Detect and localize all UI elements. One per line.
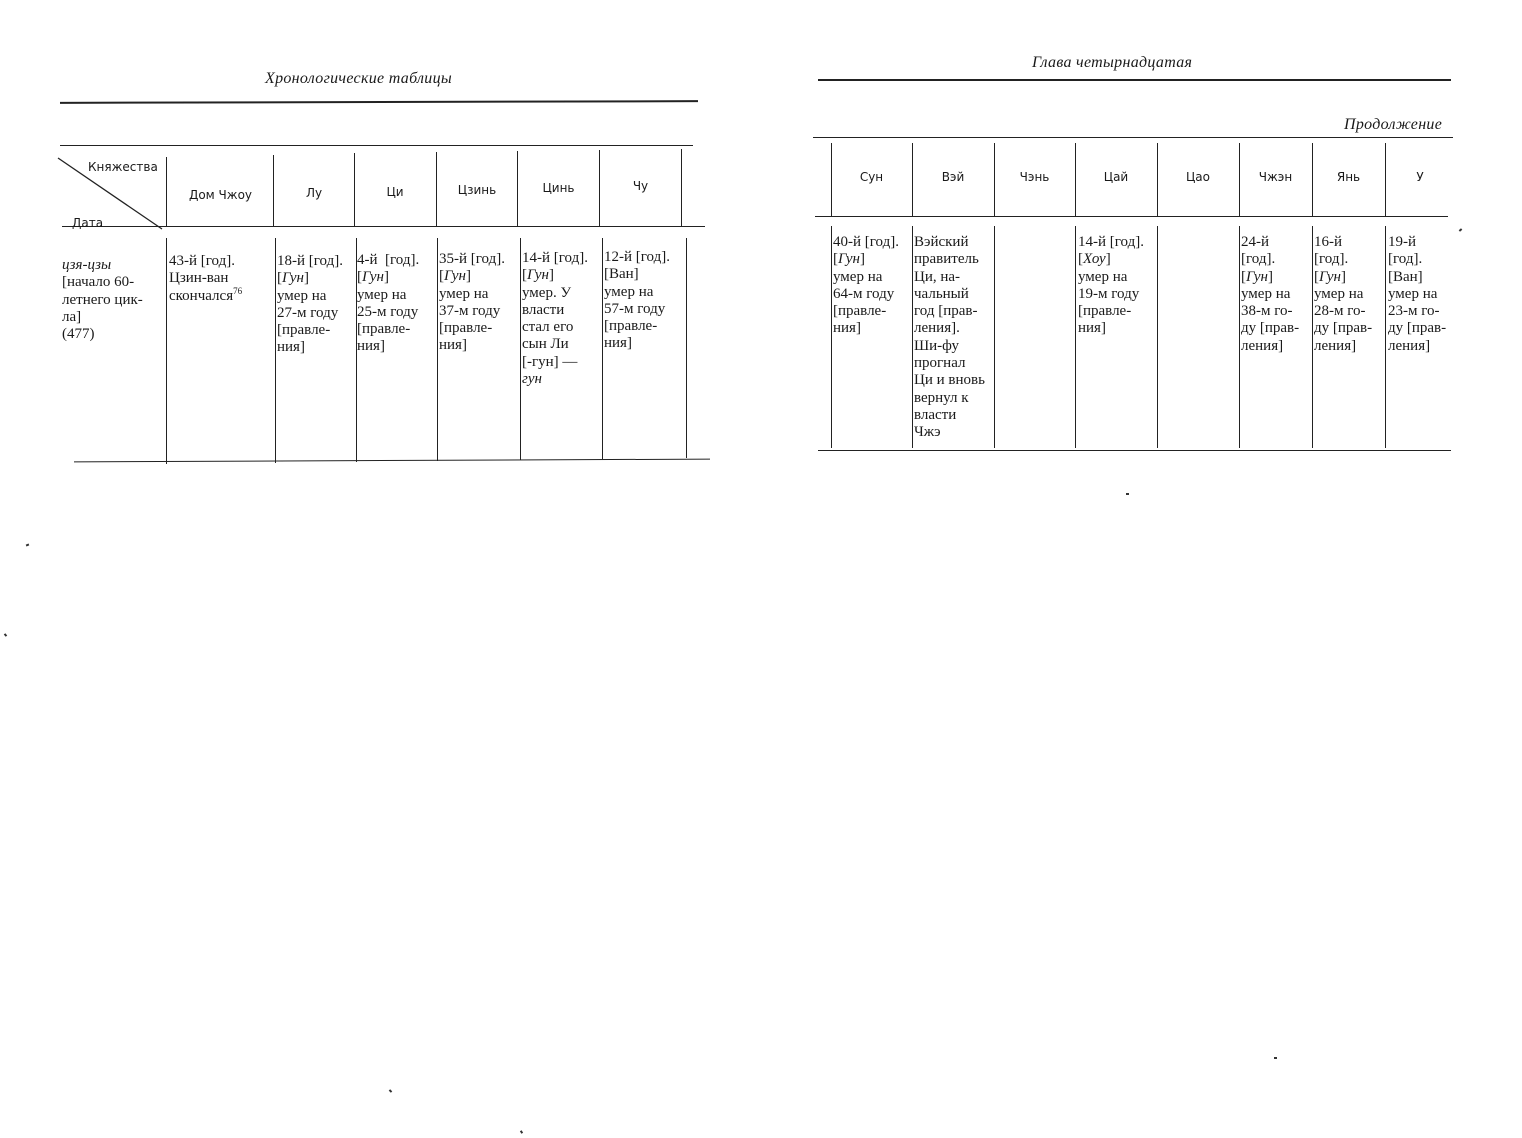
cell-line: 19-й [1388, 234, 1417, 250]
cell-line: 14-й [год]. [1078, 234, 1144, 250]
cell-line: ния] [833, 320, 861, 337]
cell-line: Чжэ [914, 424, 941, 441]
right-table-vline [1075, 226, 1076, 448]
cell-line: [Ван] [1388, 268, 1423, 285]
cell-line: 57-м году [604, 300, 666, 317]
left-table-vline [166, 238, 167, 464]
ruler-title: Гун [1319, 268, 1341, 285]
cell-line: [правле- [277, 322, 331, 339]
cell-line: ления] [1314, 337, 1357, 354]
ruler-title: Гун [527, 267, 549, 284]
corner-label-date: Дата [72, 216, 104, 230]
left-col-header: Лу [305, 186, 323, 200]
left-table-vline [686, 238, 687, 458]
scan-speck [520, 1130, 523, 1134]
right-col-header: Чжэн [1258, 170, 1293, 184]
cell-line: прогнал [914, 355, 966, 372]
continuation-label: Продолжение [1344, 116, 1443, 133]
cell-chu [604, 249, 670, 353]
cell-line: ду [прав- [1314, 320, 1373, 337]
cell-tszin: 35-й [год]. [Гун] умер на 37-м году [правле- ния] [439, 251, 505, 354]
date-line: летнего цик- [62, 291, 143, 308]
cell-line: 18-й [год]. [277, 253, 343, 269]
ruler-title: Гун [1246, 268, 1268, 285]
cell-line: умер на [1241, 285, 1291, 302]
left-table-vline [602, 238, 603, 459]
cell-line: Ци, на- [914, 268, 961, 285]
cell-lu: 18-й [год]. [Гун] умер на 27-м году [правле- ния] [277, 253, 343, 356]
cell-line: ния] [277, 339, 305, 356]
left-table-vline [437, 238, 438, 461]
cell-line: [правле- [357, 321, 411, 338]
cell-line: 24-й [1241, 234, 1270, 250]
cell-line: умер на [833, 268, 883, 285]
right-col-header: У [1416, 170, 1424, 184]
cell-line: ния] [357, 338, 385, 355]
left-table-vline [520, 238, 521, 460]
right-running-head: Глава четырнадцатая [1032, 54, 1193, 71]
ruler-title: Гун [282, 270, 304, 287]
right-table-head-rule [815, 216, 1448, 217]
cell-yan: 16-й [год]. [Гун] умер на 28-м го- ду [прав- ления] [1314, 234, 1373, 354]
cell-line: 14-й [год]. [522, 250, 588, 266]
cell-line: умер на [439, 285, 489, 302]
cell-line: умер на [277, 287, 327, 304]
cell-line: [год]. [1314, 251, 1349, 268]
cell-line: вернул к [914, 389, 969, 406]
cell-line: [правле- [604, 318, 658, 335]
cell-line: власти [914, 406, 957, 423]
left-table-vline [166, 157, 167, 227]
left-col-header: Дом Чжоу [188, 188, 253, 202]
cell-dom-chzhou [169, 253, 242, 305]
left-col-header: Чу [632, 179, 649, 193]
ruler-title: Гун [444, 268, 466, 285]
ruler-title: гун [522, 371, 542, 388]
right-table-vline [912, 226, 913, 448]
cell-line: 12-й [год]. [604, 249, 670, 265]
cell-line: правитель [914, 251, 979, 268]
right-head-rule [818, 79, 1451, 81]
right-col-header: Вэй [941, 170, 965, 184]
ruler-title: Гун [838, 251, 860, 268]
right-table-vline [831, 226, 832, 448]
cell-line: 19-м году [1078, 285, 1140, 302]
scan-speck [1274, 1057, 1277, 1059]
cell-tsai: 14-й [год]. [Хоу] умер на 19-м году [правле- ния] [1078, 234, 1144, 337]
cell-line: 4-й [год]. [357, 252, 420, 268]
cycle-name: цзя-цзы [62, 257, 112, 273]
cell-line: 25-м году [357, 303, 419, 320]
right-table-vline [1157, 226, 1158, 448]
left-table-top-rule [60, 145, 693, 146]
scan-speck [1459, 228, 1463, 231]
cell-line: [Ван] [604, 266, 639, 283]
left-table-vline [275, 238, 276, 463]
right-table-vline [994, 226, 995, 448]
cell-line: [-гун] — [522, 353, 578, 370]
cell-line: стал его [522, 319, 574, 336]
date-cell [62, 257, 143, 343]
cell-chzhen: 24-й [год]. [Гун] умер на 38-м го- ду [прав- ления] [1241, 234, 1300, 354]
left-running-head: Хронологические таблицы [265, 70, 453, 87]
scan-speck [1126, 493, 1129, 495]
cell-line: умер на [1314, 285, 1364, 302]
cell-line: умер на [1078, 268, 1128, 285]
cell-line: Ци и вновь [914, 372, 985, 389]
right-table-vline [1385, 226, 1386, 448]
right-col-header: Цао [1185, 170, 1210, 184]
cell-line: чальный [914, 285, 969, 302]
cell-line: [правле- [1078, 303, 1132, 320]
footnote-marker: 76 [233, 285, 243, 296]
right-table-vline [1312, 226, 1313, 448]
left-col-header: Цинь [542, 181, 575, 195]
scan-speck [26, 544, 30, 547]
cell-line: 28-м го- [1314, 303, 1366, 320]
cell-vei [914, 234, 985, 442]
left-col-header: Цзинь [457, 183, 497, 197]
date-line: [начало 60- [62, 274, 135, 291]
cell-line: ления] [1241, 337, 1284, 354]
cell-line: 43-й [год]. [169, 253, 235, 269]
cell-line: ления] [1388, 337, 1431, 354]
cell-line: Цзин-ван [169, 270, 229, 287]
cell-line: ния] [1078, 320, 1106, 337]
cell-line: ния] [439, 337, 467, 354]
ruler-title: Хоу [1083, 251, 1106, 268]
cell-line: 64-м году [833, 285, 895, 302]
cell-line: ду [прав- [1388, 320, 1447, 337]
cell-sun: 40-й [год]. [Гун] умер на 64-м году [правле- ния] [833, 234, 899, 337]
cell-line: умер. У [522, 284, 572, 301]
right-table-bottom-rule [818, 450, 1451, 451]
cell-line: скончался [169, 287, 234, 304]
scan-speck [4, 633, 7, 637]
cell-line: год [прав- [914, 303, 978, 320]
cell-tsin: 14-й [год]. [Гун] умер. У власти стал его сын Ли [-гун] — гун [522, 250, 588, 388]
cell-line: [год]. [1241, 251, 1276, 268]
cell-line: сын Ли [522, 336, 569, 353]
cell-line: [правле- [833, 303, 887, 320]
left-head-rule [60, 100, 698, 104]
right-col-header: Чэнь [1019, 170, 1050, 184]
cell-u [1388, 234, 1446, 355]
right-table-top-rule [813, 137, 1453, 138]
cell-line: 16-й [1314, 234, 1343, 250]
cell-line: 38-м го- [1241, 303, 1293, 320]
right-col-header: Цай [1103, 170, 1129, 184]
cell-line: [год]. [1388, 251, 1423, 268]
cell-line: 40-й [год]. [833, 234, 899, 250]
right-col-header: Янь [1336, 170, 1361, 184]
date-year: (477) [62, 326, 95, 343]
cell-line: Вэйский [914, 234, 969, 250]
left-table-vline [681, 149, 682, 227]
cell-line: умер на [604, 283, 654, 300]
cell-line: ния] [604, 335, 632, 352]
cell-line: 27-м году [277, 304, 339, 321]
scan-speck [389, 1089, 393, 1093]
left-table-bottom-rule [74, 459, 710, 463]
cell-line: власти [522, 301, 565, 318]
ruler-title: Гун [362, 269, 384, 286]
cell-tsi: 4-й [год]. [Гун] умер на 25-м году [правле- ния] [357, 252, 420, 355]
cell-line: умер на [1388, 285, 1438, 302]
corner-label-principalities: Княжества [88, 160, 158, 174]
cell-line: 23-м го- [1388, 303, 1440, 320]
cell-line: умер на [357, 286, 407, 303]
right-col-header: Сун [859, 170, 884, 184]
left-col-header: Ци [386, 185, 404, 199]
cell-line: 35-й [год]. [439, 251, 505, 267]
cell-line: ления]. [914, 320, 960, 337]
cell-line: 37-м году [439, 302, 501, 319]
cell-line: [правле- [439, 320, 493, 337]
date-line: ла] [62, 308, 82, 325]
cell-line: ду [прав- [1241, 320, 1300, 337]
right-table-vline [1239, 226, 1240, 448]
cell-line: Ши-фу [914, 337, 959, 354]
